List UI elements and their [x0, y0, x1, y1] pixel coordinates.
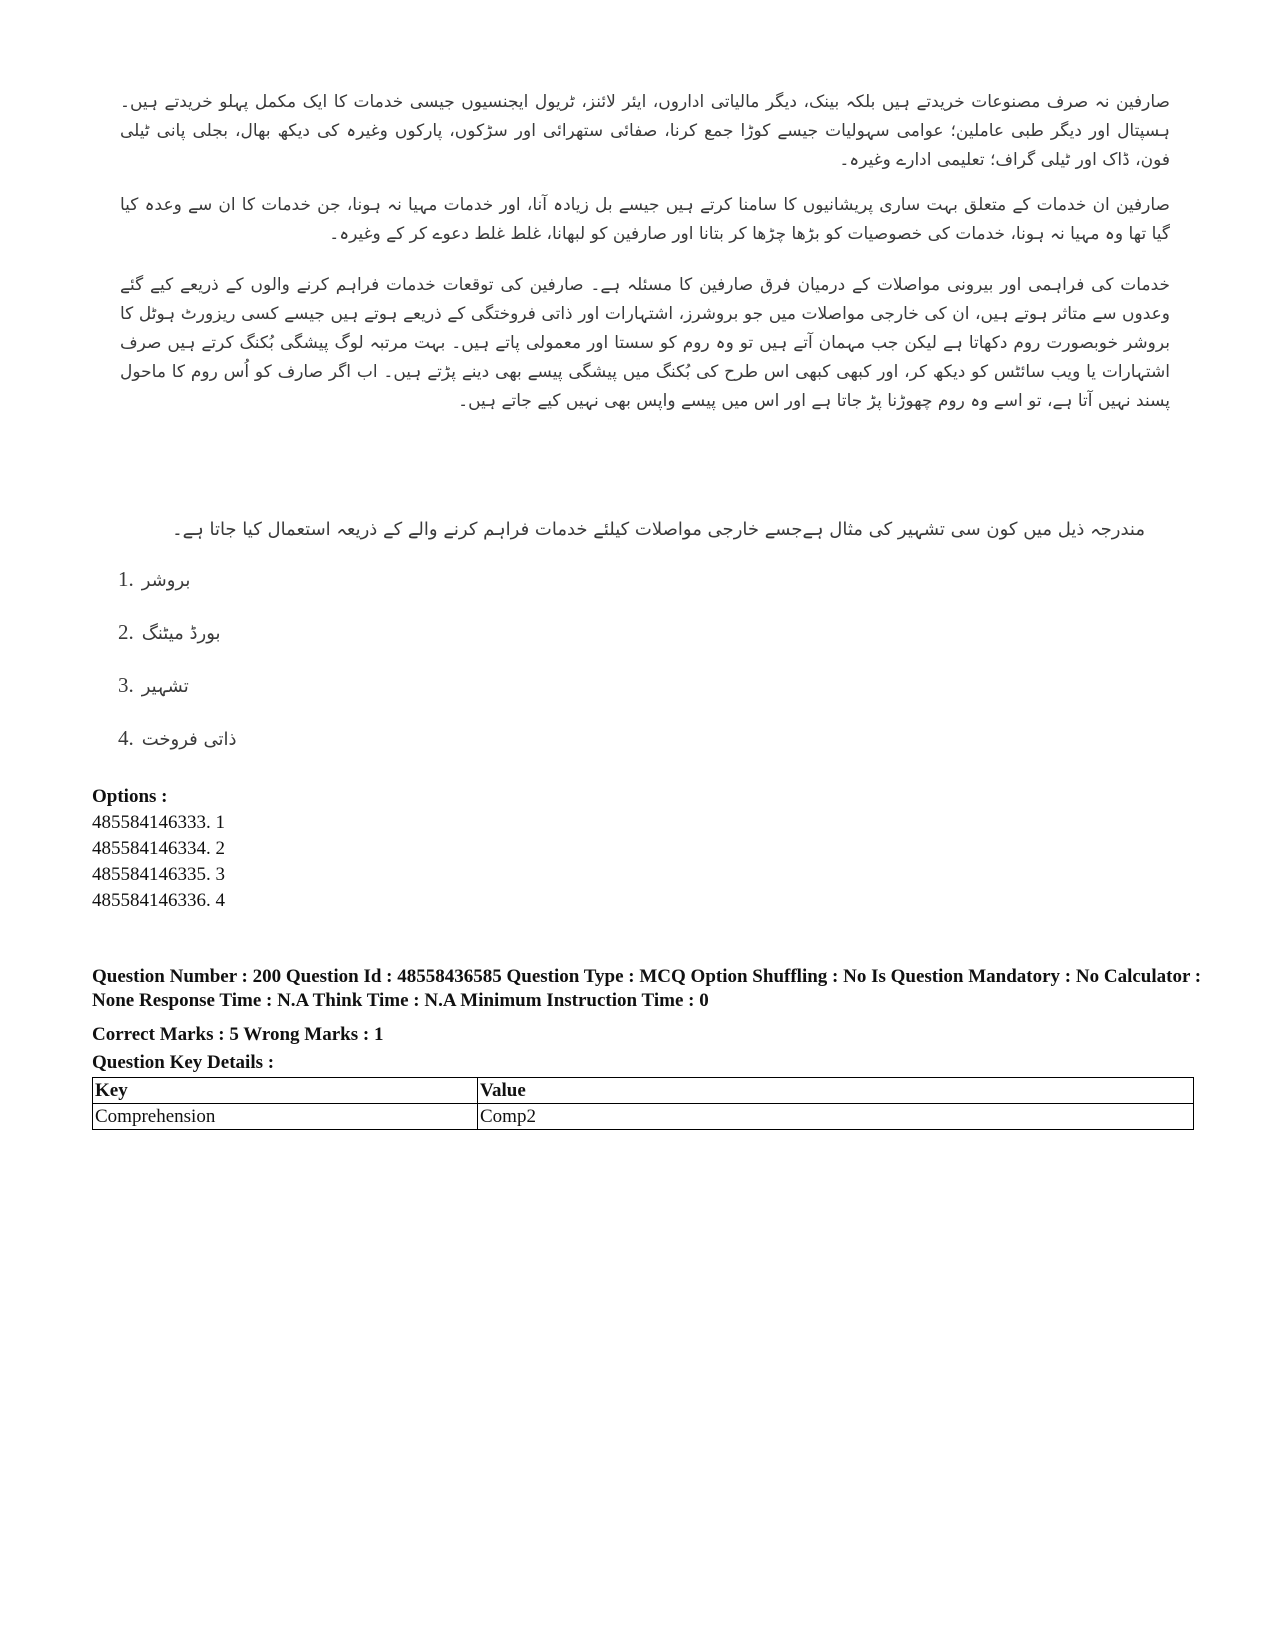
- passage-paragraph-2: صارفین ان خدمات کے متعلق بہت ساری پریشانیوں کا سامنا کرتے ہیں جیسے بل زیادہ آنا، اور خدمات مہیا نہ ہونا، جن خدمات کا ان سے وعدہ کیا گیا تھا وہ مہیا نہ ہونا، خدمات کی خصوصیات کو بڑھا چڑھا کر بتانا اور صارفین کو لبھانا، غلط غلط دعوے کر کے وغیرہ۔: [120, 195, 1170, 244]
- question-text: مندرجہ ذیل میں کون سی تشہیر کی مثال ہےجسے خارجی مواصلات کیلئے خدمات فراہم کرنے والے کے ذریعہ استعمال کیا جاتا ہے۔: [172, 519, 1145, 540]
- choice-text: ذاتی فروخت: [141, 729, 237, 750]
- passage-paragraph-1: صارفین نہ صرف مصنوعات خریدتے ہیں بلکہ بینک، دیگر مالیاتی اداروں، ایئر لائنز، ٹریول ایجنسیوں جیسی خدمات کا ایک مکمل پہلو خریدتے ہیں۔ ہسپتال اور دیگر طبی عاملین؛ عوامی سہولیات جیسے کوڑا جمع کرنا، صفائی ستھرائی اور سڑکوں، پارکوں وغیرہ کی دیکھ بھال، بجلی پانی ٹیلی فون، ڈاک اور ٹیلی گراف؛ تعلیمی ادارے وغیرہ۔: [120, 92, 1170, 170]
- option-item: 485584146336. 4: [92, 890, 225, 911]
- table-cell-key: Comprehension: [93, 1104, 478, 1130]
- choice-1: [118, 567, 190, 592]
- option-item: 485584146335. 3: [92, 864, 225, 885]
- option-item: 485584146333. 1: [92, 812, 225, 833]
- option-item: 485584146334. 2: [92, 838, 225, 859]
- passage-paragraph-3: خدمات کی فراہمی اور بیرونی مواصلات کے درمیان فرق صارفین کا مسئلہ ہے۔ صارفین کی توقعات خدمات فراہم کرنے والوں کے ذریعے کیے گئے وعدوں سے متاثر ہوتے ہیں، ان کی خارجی مواصلات میں جو بروشرز، اشتہارات اور ذاتی فروختگی کے ذریعے ہوتے ہیں جیسے کسی ریزورٹ ہوٹل کا بروشر خوبصورت روم دکھاتا ہے لیکن جب مہمان آتے ہیں تو وہ روم کو سستا اور معمولی پاتے ہیں۔ بہت مرتبہ لوگ پیشگی بُکنگ کرتے ہیں صرف اشتہارات یا ویب سائٹس کو دیکھ کر، اور کبھی کبھی اس طرح کی بُکنگ میں پیشگی پیسے بھی دینے پڑتے ہیں۔ اب اگر صارف کو اُس روم کا ماحول پسند نہیں آتا ہے، تو اسے وہ روم چھوڑنا پڑ جاتا ہے اور اس میں پیسے واپس بھی نہیں کیے جاتے ہیں۔: [120, 275, 1170, 411]
- choice-text: بورڈ میٹنگ: [141, 623, 221, 644]
- choice-2: [118, 620, 221, 645]
- table-header-value: Value: [478, 1078, 1194, 1104]
- choice-text: بروشر: [141, 570, 191, 591]
- choice-number: 3.: [118, 673, 134, 697]
- choice-number: 1.: [118, 567, 134, 591]
- question-info: Question Number : 200 Question Id : 48558436585 Question Type : MCQ Option Shuffling : No Is Question Mandatory : No Calculator : None Response Time : N.A Think Time : N.A Minimum Instruction Time : 0: [92, 966, 1202, 1011]
- choice-text: تشہیر: [141, 676, 189, 697]
- options-label: Options :: [92, 786, 168, 807]
- marks-info: Correct Marks : 5 Wrong Marks : 1: [92, 1024, 384, 1045]
- key-details-table: [92, 1077, 1194, 1130]
- table-header-row: [93, 1078, 1194, 1104]
- choice-number: 4.: [118, 726, 134, 750]
- table-header-key: Key: [93, 1078, 478, 1104]
- choice-number: 2.: [118, 620, 134, 644]
- choice-4: [118, 726, 237, 751]
- key-details-label: Question Key Details :: [92, 1052, 275, 1073]
- table-cell-value: Comp2: [478, 1104, 1194, 1130]
- choice-3: [118, 673, 189, 698]
- table-row: [93, 1104, 1194, 1130]
- options-list: [92, 810, 225, 914]
